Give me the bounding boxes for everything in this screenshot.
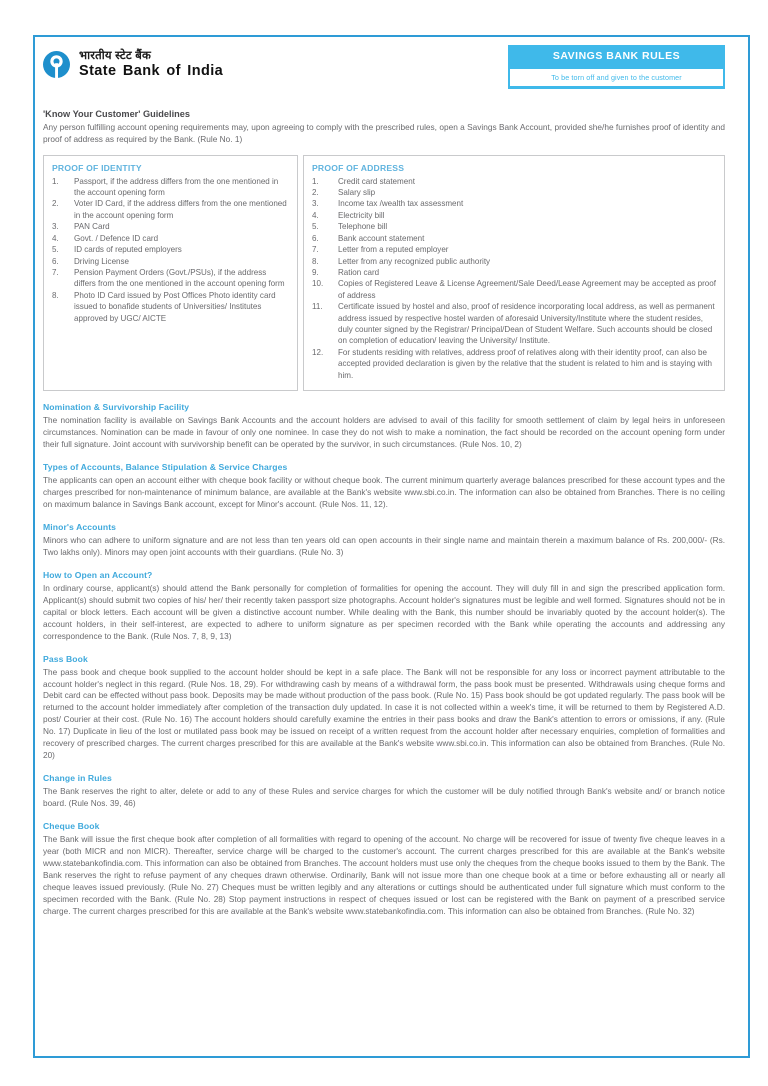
rules-section xyxy=(43,570,725,643)
document-header xyxy=(43,45,725,103)
list-item-text: Passport, if the address differs from the one mentioned in the account opening form xyxy=(74,176,279,197)
rules-section-body: The pass book and cheque book supplied to the account holder should be kept in a safe place. The Bank will not be responsible for any loss or incorrect payment attributable to the account holder's neglect in this regard. (Rule Nos. 18, 29). For withdrawing cash by means of a withdrawal form, the pass book must be presented. Withdrawals using cheque forms and Debit card can be effected without pass book. Deposits may be made without production of the pass book. (Rule No. 15) Pass book should be got updated regularly. The pass book will be returned to the account holder immediately after completion of the transaction duly updated. In case it is not collected within a week's time, it will be returned to them by Registered A.D. post/ Courier at their cost. (Rule No. 16) The account holders should carefully examine the entries in their pass books and draw the Bank's attention to errors or omissions, if any. (Rule No. 17) Duplicate in lieu of the lost or mutilated pass book may be issued on receipt of a written request from the account holder after necessary enquiries, completion of formalities and recovery of prescribed charges. The current charges prescribed for this are available at the Bank's website www.sbi.co.in. This information can also be obtained from Branches. (Rule No. 20) xyxy=(43,667,725,761)
list-item-number: 7. xyxy=(312,245,319,255)
rules-section-title: Minor's Accounts xyxy=(43,521,117,532)
list-item-number: 5. xyxy=(312,222,319,232)
list-item-text: PAN Card xyxy=(74,222,110,232)
list-item xyxy=(312,347,716,381)
list-item-number: 4. xyxy=(52,233,59,243)
rules-section-body: The Bank reserves the right to alter, delete or add to any of these Rules and service charges for which the customer will be duly notified through Bank's website and/ or branch notice board. (Rule Nos. 39, 46) xyxy=(43,787,725,809)
sbi-logo-hindi: भारतीय स्टेट बैंक xyxy=(79,50,152,62)
list-item xyxy=(312,267,716,278)
list-item xyxy=(312,198,716,209)
proof-of-identity-list xyxy=(52,176,289,324)
list-item xyxy=(52,176,289,199)
rules-section-title: Nomination & Survivorship Facility xyxy=(43,402,190,413)
proof-of-identity-heading: PROOF OF IDENTITY xyxy=(52,162,142,173)
rules-section-title: Pass Book xyxy=(43,653,88,664)
list-item-text: ID cards of reputed employers xyxy=(74,245,182,255)
list-item xyxy=(52,221,289,232)
rules-section-body: The applicants can open an account either with cheque book facility or without cheque book. The current minimum quarterly average balances prescribed for these account types and the charges prescribed for non-maintenance of minimum balance, are available at the Bank's website www.sbi.co.in. The information can also be obtained from Branches. There is no ceiling on maximum balance in Savings Bank account, except for Minor's account. (Rule Nos. 11, 12). xyxy=(43,476,725,509)
list-item-text: Govt. / Defence ID card xyxy=(74,233,159,243)
rules-section-title: How to Open an Account? xyxy=(43,569,153,580)
list-item-text: Telephone bill xyxy=(338,222,388,232)
rules-section xyxy=(43,522,725,559)
list-item xyxy=(52,256,289,267)
list-item-text: Copies of Registered Leave & License Agreement/Sale Deed/Lease Agreement may be accepted as proof of address xyxy=(338,279,716,300)
list-item-number: 10. xyxy=(312,279,324,289)
list-item-number: 3. xyxy=(52,222,59,232)
list-item xyxy=(312,233,716,244)
kyc-body: Any person fulfilling account opening requirements may, upon agreeing to comply with the prescribed rules, open a Savings Bank Account, provided she/he furnishes proof of identity and proof of address as required by the Bank. (Rule No. 1) xyxy=(43,122,725,144)
list-item-number: 7. xyxy=(52,267,59,277)
list-item xyxy=(312,244,716,255)
ribbon-subtitle: To be torn off and given to the customer xyxy=(510,69,723,86)
list-item xyxy=(312,278,716,301)
kyc-intro-section xyxy=(43,109,725,146)
list-item xyxy=(312,256,716,267)
list-item-text: Driving License xyxy=(74,256,130,266)
rules-section-body: The nomination facility is available on Savings Bank Accounts and the account holders are advised to avail of this facility for smooth settlement of claim by legal heirs in unforeseen circumstances. Nomination can be made in favour of only one nominee. In case they do not wish to make a nomination, the fact should be recorded on the account opening form under their full signature. Joint account with survivorship benefit can be operated by the survivor, in such circumstances. (Rule Nos. 10, 2) xyxy=(43,416,725,450)
sbi-logo-english: State Bank of India xyxy=(79,62,224,79)
list-item-number: 5. xyxy=(52,245,59,255)
rules-section xyxy=(43,462,725,511)
list-item xyxy=(312,210,716,221)
list-item-text: Credit card statement xyxy=(338,176,415,186)
proof-of-address-list xyxy=(312,176,716,382)
rules-section-body: Minors who can adhere to uniform signature and are not less than ten years old can open accounts in their single name and maintain therein a maximum balance of Rs. 200,000/- (Rs. Two lakhs only). Minors may open joint accounts with their guardians. (Rule No. 3) xyxy=(43,535,725,557)
rules-section-title: Change in Rules xyxy=(43,773,112,784)
ribbon-subtitle-wrap xyxy=(508,67,725,89)
sbi-logo-text xyxy=(79,51,223,78)
list-item xyxy=(312,176,716,187)
kyc-title: 'Know Your Customer' Guidelines xyxy=(43,109,190,119)
list-item-number: 11. xyxy=(312,302,323,312)
proof-of-address-heading: PROOF OF ADDRESS xyxy=(312,162,405,173)
list-item-text: Electricity bill xyxy=(338,210,385,220)
list-item xyxy=(312,301,716,347)
list-item xyxy=(52,233,289,244)
list-item-number: 6. xyxy=(312,233,319,243)
list-item-text: Bank account statement xyxy=(338,233,425,243)
list-item xyxy=(52,244,289,255)
rules-sections xyxy=(43,402,725,918)
rules-section xyxy=(43,821,725,918)
list-item-number: 6. xyxy=(52,256,59,266)
list-item-text: Photo ID Card issued by Post Offices Photo identity card issued to bonafide students of Universities/ Institutes approved by UGC/ AICTE xyxy=(74,290,276,323)
list-item-number: 12. xyxy=(312,347,324,357)
list-item-number: 9. xyxy=(312,267,319,277)
list-item-text: Income tax /wealth tax assessment xyxy=(338,199,464,209)
rules-section xyxy=(43,654,725,763)
list-item xyxy=(52,290,289,324)
list-item-text: Voter ID Card, if the address differs from the one mentioned in the account opening form xyxy=(74,199,287,220)
list-item-text: Letter from a reputed employer xyxy=(338,245,449,255)
rules-section-title: Types of Accounts, Balance Stipulation & Service Charges xyxy=(43,462,288,473)
list-item-text: For students residing with relatives, address proof of relatives along with their identity proof, can also be accepted provided declaration is given by the relative that the student is related to him and is staying with him. xyxy=(338,347,712,380)
list-item-number: 4. xyxy=(312,210,319,220)
rules-section xyxy=(43,402,725,451)
sbi-logo-block xyxy=(43,51,223,78)
list-item-text: Certificate issued by hostel and also, proof of residence incorporating local address, as well as permanent address issued by respective hostel warden of aforesaid University/Institute where the student resides, duly counter signed by the Registrar/ Principal/Dean of Student Welfare. Such accounts should be closed on completion of education/ leaving the University/ Institute. xyxy=(338,302,715,346)
list-item-number: 2. xyxy=(312,187,319,197)
list-item-number: 8. xyxy=(52,290,59,300)
rules-section-title: Cheque Book xyxy=(43,821,100,832)
list-item-text: Letter from any recognized public authority xyxy=(338,256,491,266)
list-item-number: 3. xyxy=(312,199,319,209)
proof-boxes-row xyxy=(43,155,725,392)
sbi-keyhole-logo-icon xyxy=(43,51,70,78)
list-item-text: Pension Payment Orders (Govt./PSUs), if the address differs from the one mentioned in the account opening form xyxy=(74,267,285,289)
page-content xyxy=(43,45,725,918)
proof-of-identity-box xyxy=(43,155,298,392)
list-item xyxy=(52,267,289,290)
list-item-number: 8. xyxy=(312,256,319,266)
list-item xyxy=(312,221,716,232)
list-item-number: 1. xyxy=(52,176,59,186)
rules-section xyxy=(43,773,725,810)
list-item-text: Salary slip xyxy=(338,187,376,197)
list-item xyxy=(312,187,716,198)
rules-section-body: The Bank will issue the first cheque book after completion of all formalities with regard to opening of the account. No charge will be recovered for issue of twenty five cheque leaves in a year (both MICR and non MICR). Thereafter, service charge will be charged to the customer's account. The current charges prescribed for this are available at the Bank's website www.statebankofindia.com. This information can also be obtained from Branches. The account holders must use only the cheques from the cheque books issued to them by the Bank. The Bank reserves the right to refuse payment of any cheques drawn otherwise. Ordinarily, Bank will not issue more than one cheque book at a time or before exhausting all or nearly all cheque leaves issued previously. (Rule No. 27) Cheques must be written legibly and any alterations or cuttings should be authenticated under full signature which must conform to the specimen recorded with the Bank. (Rule No. 28) Stop payment instructions in respect of cheques issued or lost can be registered with the Bank on payment of a prescribed service charge. The current charges prescribed for this are available at the Bank's website www.statebankofindia.com. This information can also be obtained from Branches. (Rule No. 32) xyxy=(43,835,725,916)
list-item-number: 1. xyxy=(312,176,319,186)
rules-section-body: In ordinary course, applicant(s) should attend the Bank personally for completion of formalities for opening the account. They will duly fill in and sign the prescribed application form. Applicant(s) should submit two copies of his/ her/ their recently taken passport size photographs. Account holder's signatures must be legible and well formed. Signatures should not be in capital or block letters. Each account will be given a distinctive account number. While dealing with the Bank, this number should be invariably quoted by the account holder(s). The account holders, in their self-interest, are expected to adhere to uniform signature as per specimen recorded with the Bank while operating the accounts and addressing any correspondence to the Bank. (Rule Nos. 7, 8, 9, 13) xyxy=(43,583,725,641)
list-item-number: 2. xyxy=(52,199,59,209)
ribbon-title: SAVINGS BANK RULES xyxy=(508,45,725,67)
savings-bank-rules-ribbon xyxy=(508,45,725,89)
proof-of-address-box xyxy=(303,155,725,392)
list-item xyxy=(52,198,289,221)
list-item-text: Ration card xyxy=(338,267,380,277)
